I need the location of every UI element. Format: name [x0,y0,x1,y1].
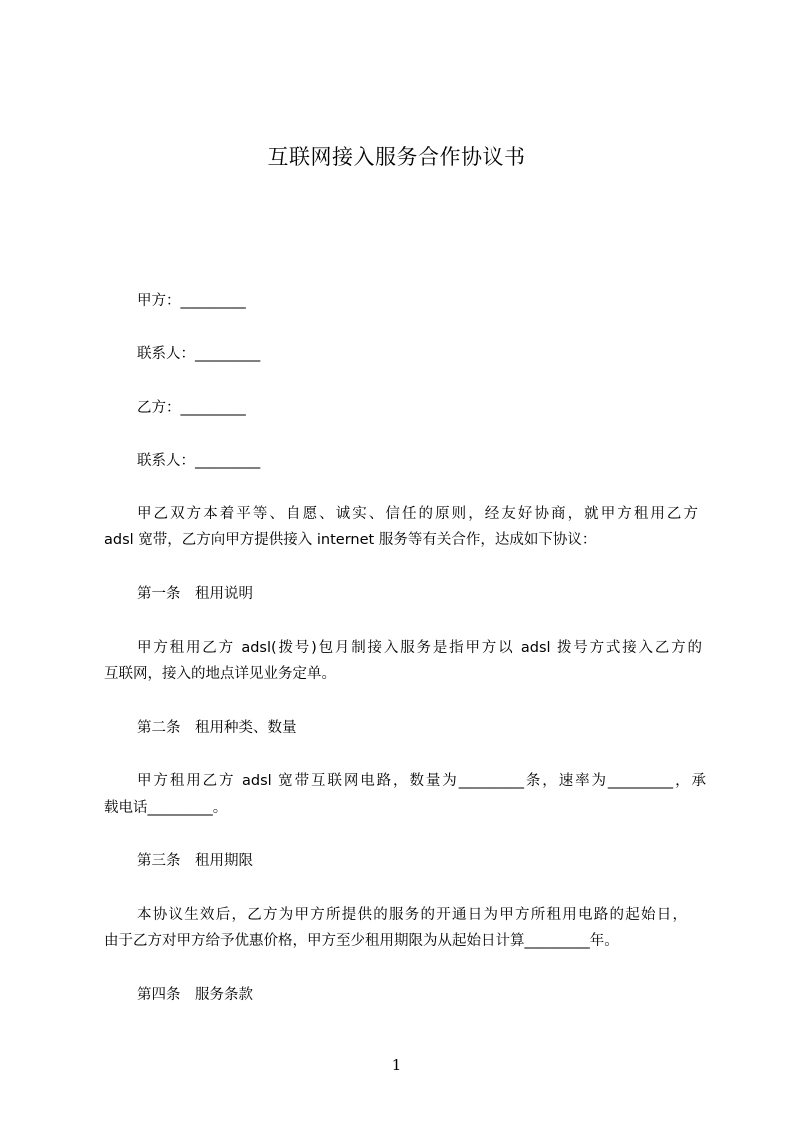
article-2-heading: 第二条 租用种类、数量 [137,720,297,736]
article-4-heading: 第四条 服务条款 [137,987,253,1003]
document-title: 互联网接入服务合作协议书 [267,145,526,169]
page-number: 1 [391,1056,402,1074]
intro-paragraph-line-1: 甲乙双方本着平等、自愿、诚实、信任的原则，经友好协商，就甲方租用乙方 [137,506,698,522]
intro-paragraph-line-2: adsl 宽带，乙方向甲方提供接入 internet 服务等有关合作，达成如下协议： [104,532,597,548]
article-2-line-1: 甲方租用乙方 adsl 宽带互联网电路，数量为_________条，速率为_________，承 [137,773,706,789]
article-3-line-2: 由于乙方对甲方给予优惠价格，甲方至少租用期限为从起始日计算_________年。 [104,933,619,949]
party-b-line: 乙方：_________ [137,400,246,416]
article-1-heading: 第一条 租用说明 [137,586,253,602]
article-1-line-2: 互联网，接入的地点详见业务定单。 [104,666,336,682]
article-2-line-2: 载电话_________。 [104,800,228,816]
article-3-heading: 第三条 租用期限 [137,853,253,869]
party-a-line: 甲方：_________ [137,293,246,309]
article-3-line-1: 本协议生效后，乙方为甲方所提供的服务的开通日为甲方所租用电路的起始日， [137,907,687,923]
contact-a-line: 联系人：_________ [137,346,261,362]
contact-b-line: 联系人：_________ [137,453,261,469]
article-1-line-1: 甲方租用乙方 adsl(拨号)包月制接入服务是指甲方以 adsl 拨号方式接入乙方的 [137,640,702,656]
